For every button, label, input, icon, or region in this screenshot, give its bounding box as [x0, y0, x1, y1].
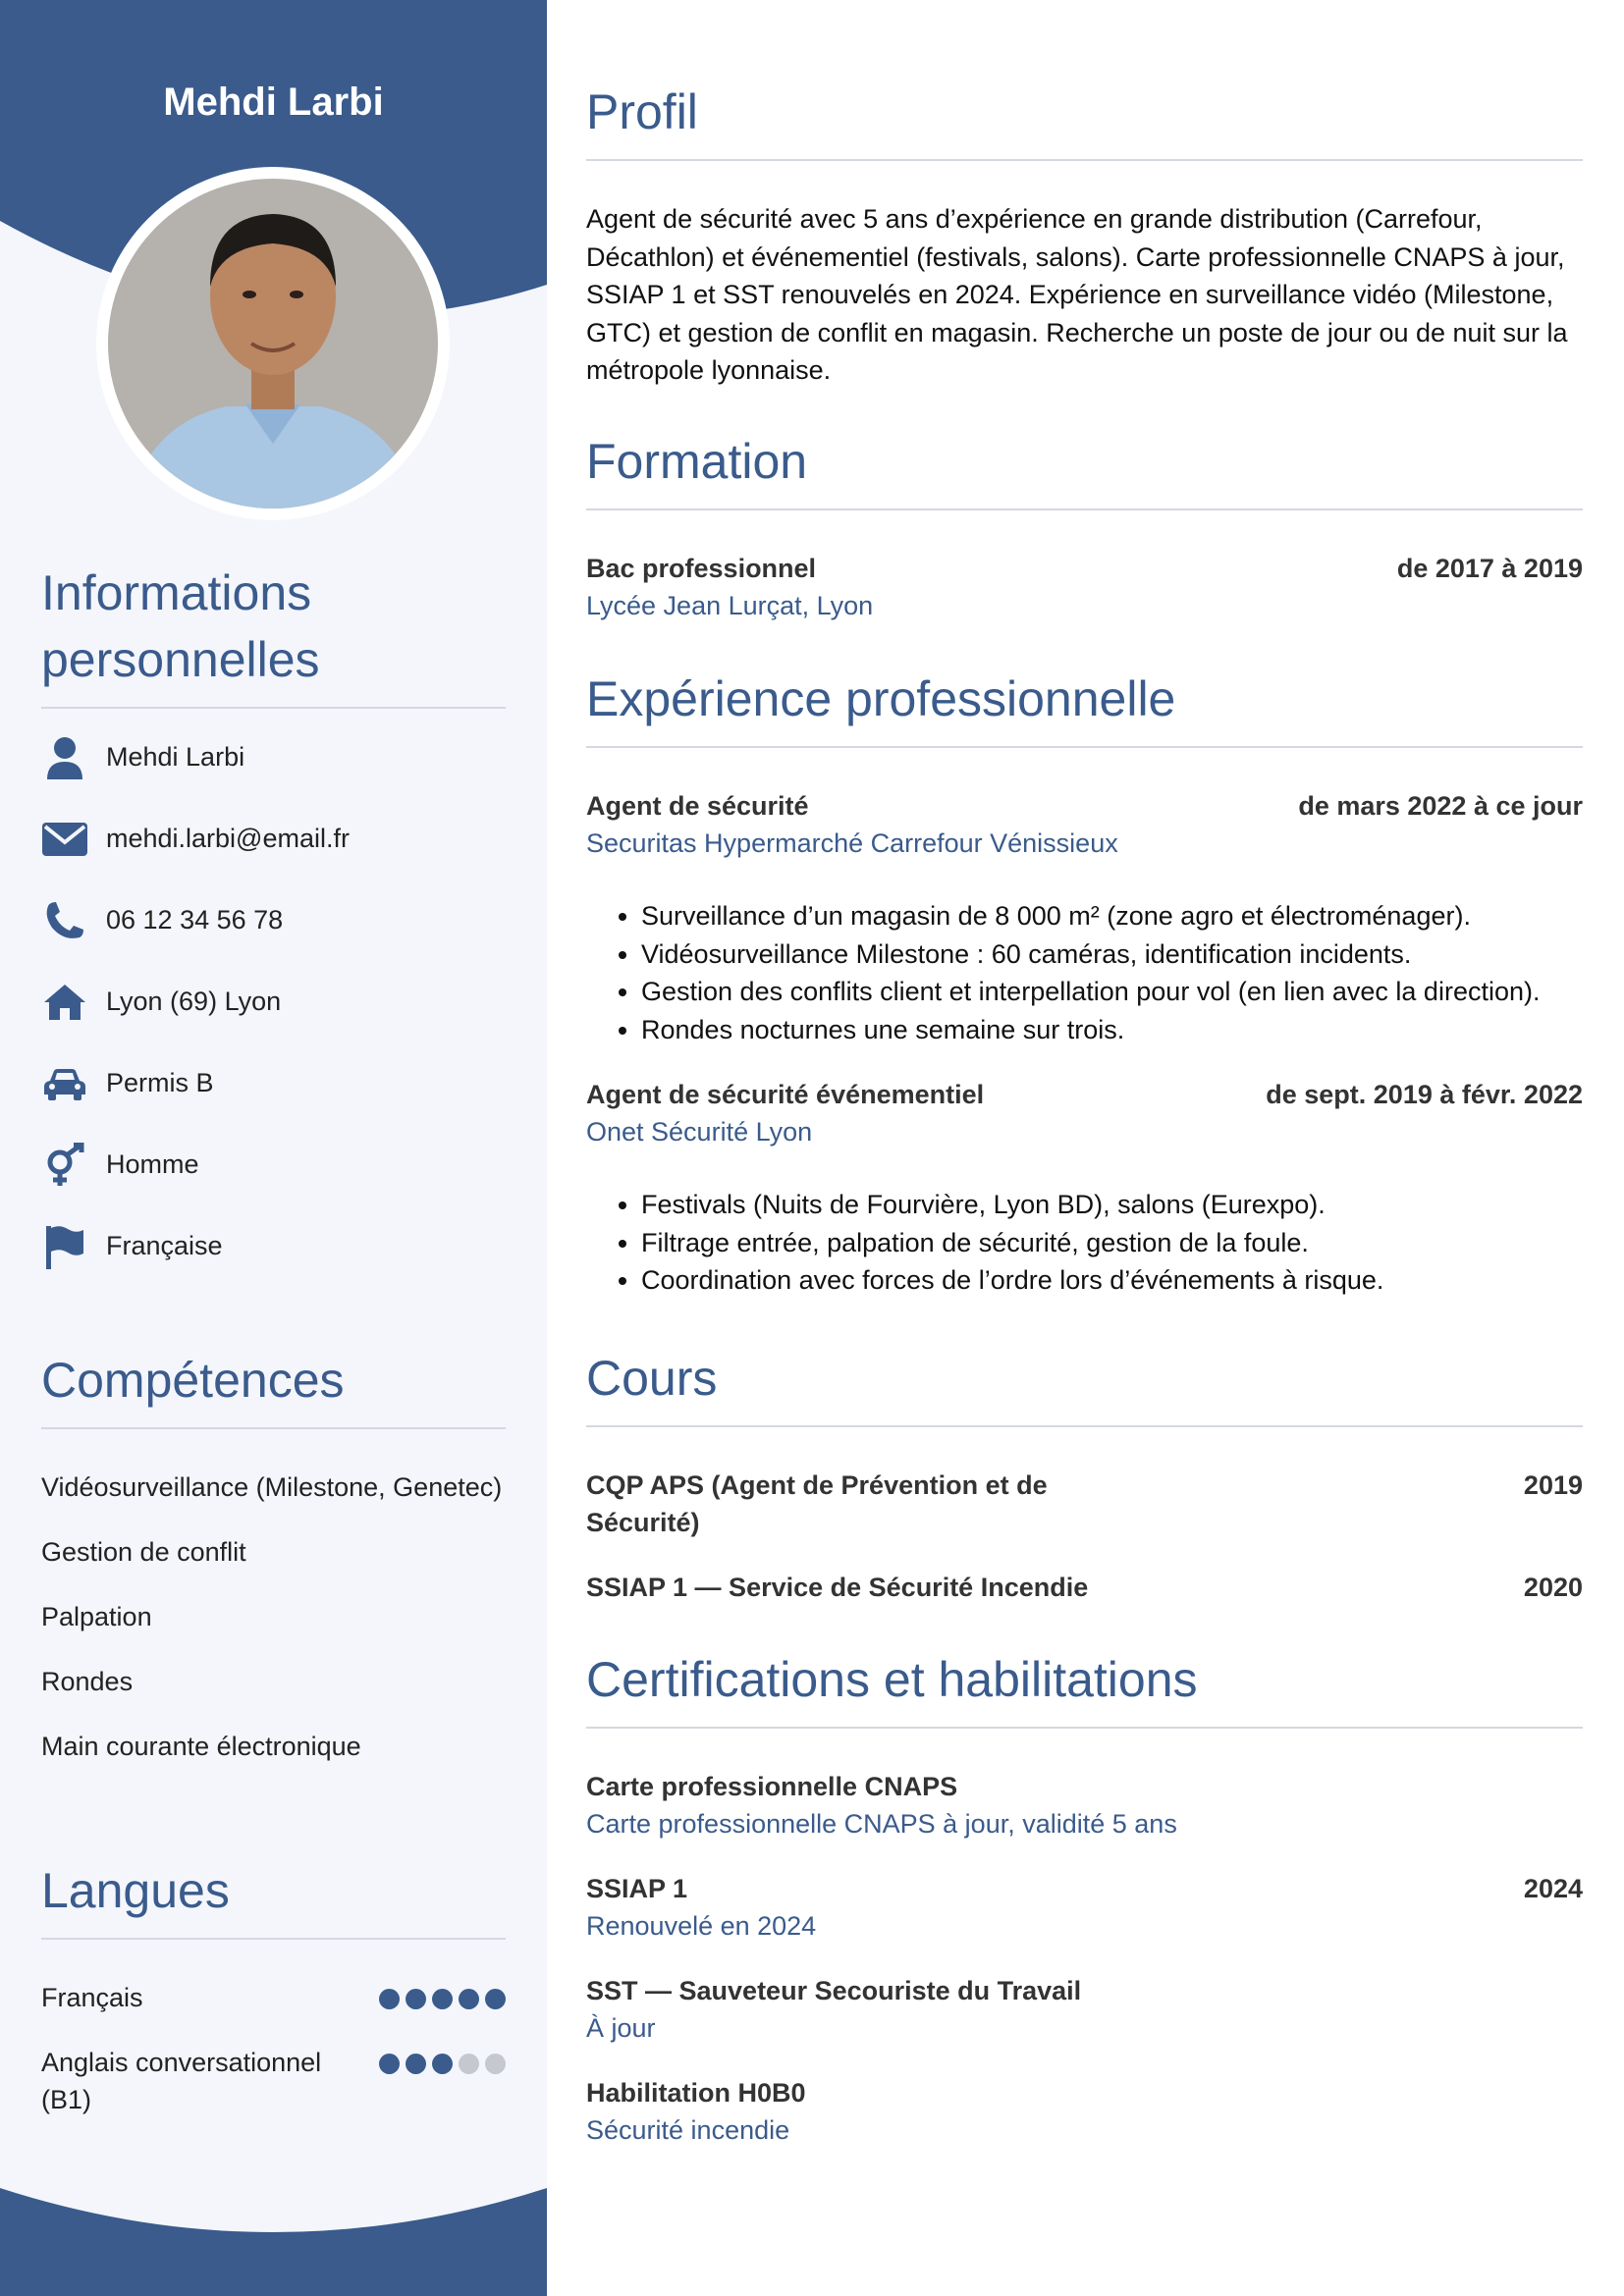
language-level	[379, 2044, 506, 2074]
certifications-heading: Certifications et habilitations	[586, 1646, 1583, 1729]
cert-detail: Sécurité incendie	[586, 2115, 790, 2145]
course-entry	[586, 1467, 1583, 1541]
course-title: SSIAP 1 — Service de Sécurité Incendie	[586, 1573, 1089, 1602]
info-gender: Homme	[106, 1149, 199, 1179]
bullet-item: • Filtrage entrée, palpation de sécurité, gestion de la foule.	[641, 1224, 1583, 1262]
personal-info-section	[41, 560, 506, 1287]
language-name: Anglais conversationnel (B1)	[41, 2048, 322, 2114]
skill-item: Vidéosurveillance (Milestone, Genetec)	[41, 1472, 503, 1502]
bullet-item: • Surveillance d’un magasin de 8 000 m² (zone agro et électroménager).	[641, 897, 1583, 935]
cert-title: SST — Sauveteur Secouriste du Travail	[586, 1976, 1082, 2005]
sidebar	[0, 0, 547, 2296]
experience-company: Onet Sécurité Lyon	[586, 1117, 813, 1147]
level-dot-empty	[485, 2054, 506, 2074]
info-row-phone	[41, 880, 506, 961]
skill-item: Gestion de conflit	[41, 1537, 246, 1567]
cert-entry	[586, 2074, 1583, 2149]
language-level	[379, 1979, 506, 2009]
footer-wave	[0, 2178, 547, 2296]
skill-item: Palpation	[41, 1602, 152, 1631]
bullet-item: • Coordination avec forces de l’ordre lors d’événements à risque.	[641, 1261, 1583, 1300]
candidate-name: Mehdi Larbi	[163, 80, 384, 124]
skill-item: Main courante électronique	[41, 1732, 361, 1761]
profile-text: Agent de sécurité avec 5 ans d’expérience en grande distribution (Carrefour, Décathlon) et événementiel (festivals, salons). Carte professionnelle CNAPS à jour, SSIAP 1 et SST renouvelés en 2024. Expérience en surveillance vidéo (Milestone, GTC) et gestion de conflit en magasin. Recherche un poste de jour ou de nuit sur la métropole lyonnaise.	[586, 204, 1568, 385]
cert-title: Carte professionnelle CNAPS	[586, 1772, 958, 1801]
home-icon	[41, 979, 88, 1026]
info-row-license	[41, 1042, 506, 1124]
education-school: Lycée Jean Lurçat, Lyon	[586, 591, 874, 620]
personal-info-heading: Informations personnelles	[41, 560, 506, 709]
info-row-nationality	[41, 1205, 506, 1287]
cert-detail: À jour	[586, 2013, 656, 2043]
education-section	[586, 428, 1583, 624]
profile-section	[586, 79, 1583, 390]
cert-entry	[586, 1870, 1583, 1945]
info-row-email	[41, 798, 506, 880]
info-nationality: Française	[106, 1231, 223, 1260]
experience-title: Agent de sécurité	[586, 791, 809, 821]
level-dot-filled	[485, 1989, 506, 2009]
info-phone[interactable]: 06 12 34 56 78	[106, 905, 284, 934]
info-row-address	[41, 961, 506, 1042]
course-title: CQP APS (Agent de Prévention et de Sécurité)	[586, 1470, 1048, 1537]
experience-heading: Expérience professionnelle	[586, 666, 1583, 748]
courses-section	[586, 1345, 1583, 1606]
bullet-item: • Gestion des conflits client et interpellation pour vol (en lien avec la direction).	[641, 973, 1583, 1011]
experience-company: Securitas Hypermarché Carrefour Vénissieux	[586, 828, 1118, 858]
skills-heading: Compétences	[41, 1347, 506, 1429]
language-name: Français	[41, 1983, 143, 2012]
languages-heading: Langues	[41, 1857, 506, 1940]
level-dot-filled	[432, 2054, 453, 2074]
info-row-gender	[41, 1124, 506, 1205]
course-date: 2019	[1523, 1470, 1583, 1500]
education-entry	[586, 550, 1583, 624]
languages-section	[41, 1857, 506, 2146]
cert-title: Habilitation H0B0	[586, 2078, 806, 2108]
gender-icon	[41, 1142, 88, 1189]
info-address: Lyon (69) Lyon	[106, 987, 282, 1016]
education-date: de 2017 à 2019	[1396, 554, 1583, 583]
cert-title: SSIAP 1	[586, 1874, 688, 1903]
education-title: Bac professionnel	[586, 554, 817, 583]
experience-entry	[586, 1076, 1583, 1300]
bullet-item: • Rondes nocturnes une semaine sur trois.	[641, 1011, 1583, 1049]
profile-photo	[96, 167, 450, 520]
cert-detail: Carte professionnelle CNAPS à jour, validité 5 ans	[586, 1809, 1177, 1839]
experience-bullets	[586, 897, 1583, 1048]
course-entry	[586, 1569, 1583, 1606]
language-row	[41, 1979, 506, 2016]
courses-heading: Cours	[586, 1345, 1583, 1427]
education-heading: Formation	[586, 428, 1583, 510]
certifications-section	[586, 1646, 1583, 2149]
cert-date: 2024	[1523, 1874, 1583, 1903]
info-license: Permis B	[106, 1068, 214, 1097]
cert-detail: Renouvelé en 2024	[586, 1911, 817, 1941]
phone-icon	[41, 897, 88, 944]
experience-date: de mars 2022 à ce jour	[1298, 791, 1583, 821]
level-dot-filled	[459, 1989, 479, 2009]
level-dot-filled	[432, 1989, 453, 2009]
bullet-item: • Festivals (Nuits de Fourvière, Lyon BD), salons (Eurexpo).	[641, 1186, 1583, 1224]
level-dot-filled	[379, 1989, 400, 2009]
info-row-name	[41, 717, 506, 798]
experience-section	[586, 666, 1583, 1300]
profile-heading: Profil	[586, 79, 1583, 161]
experience-title: Agent de sécurité événementiel	[586, 1080, 985, 1109]
level-dot-empty	[459, 2054, 479, 2074]
car-icon	[41, 1060, 88, 1107]
skills-section	[41, 1347, 506, 1792]
cert-entry	[586, 1972, 1583, 2047]
info-email[interactable]: mehdi.larbi@email.fr	[106, 824, 350, 853]
cert-entry	[586, 1768, 1583, 1842]
skill-item: Rondes	[41, 1667, 134, 1696]
language-row	[41, 2044, 506, 2118]
flag-icon	[41, 1223, 88, 1270]
experience-bullets	[586, 1186, 1583, 1300]
course-date: 2020	[1523, 1573, 1583, 1602]
bullet-item: • Vidéosurveillance Milestone : 60 caméras, identification incidents.	[641, 935, 1583, 974]
experience-date: de sept. 2019 à févr. 2022	[1266, 1080, 1583, 1109]
envelope-icon	[41, 816, 88, 863]
user-icon	[41, 734, 88, 781]
level-dot-filled	[379, 2054, 400, 2074]
info-name: Mehdi Larbi	[106, 742, 245, 772]
experience-entry	[586, 787, 1583, 1048]
level-dot-filled	[406, 1989, 426, 2009]
level-dot-filled	[406, 2054, 426, 2074]
